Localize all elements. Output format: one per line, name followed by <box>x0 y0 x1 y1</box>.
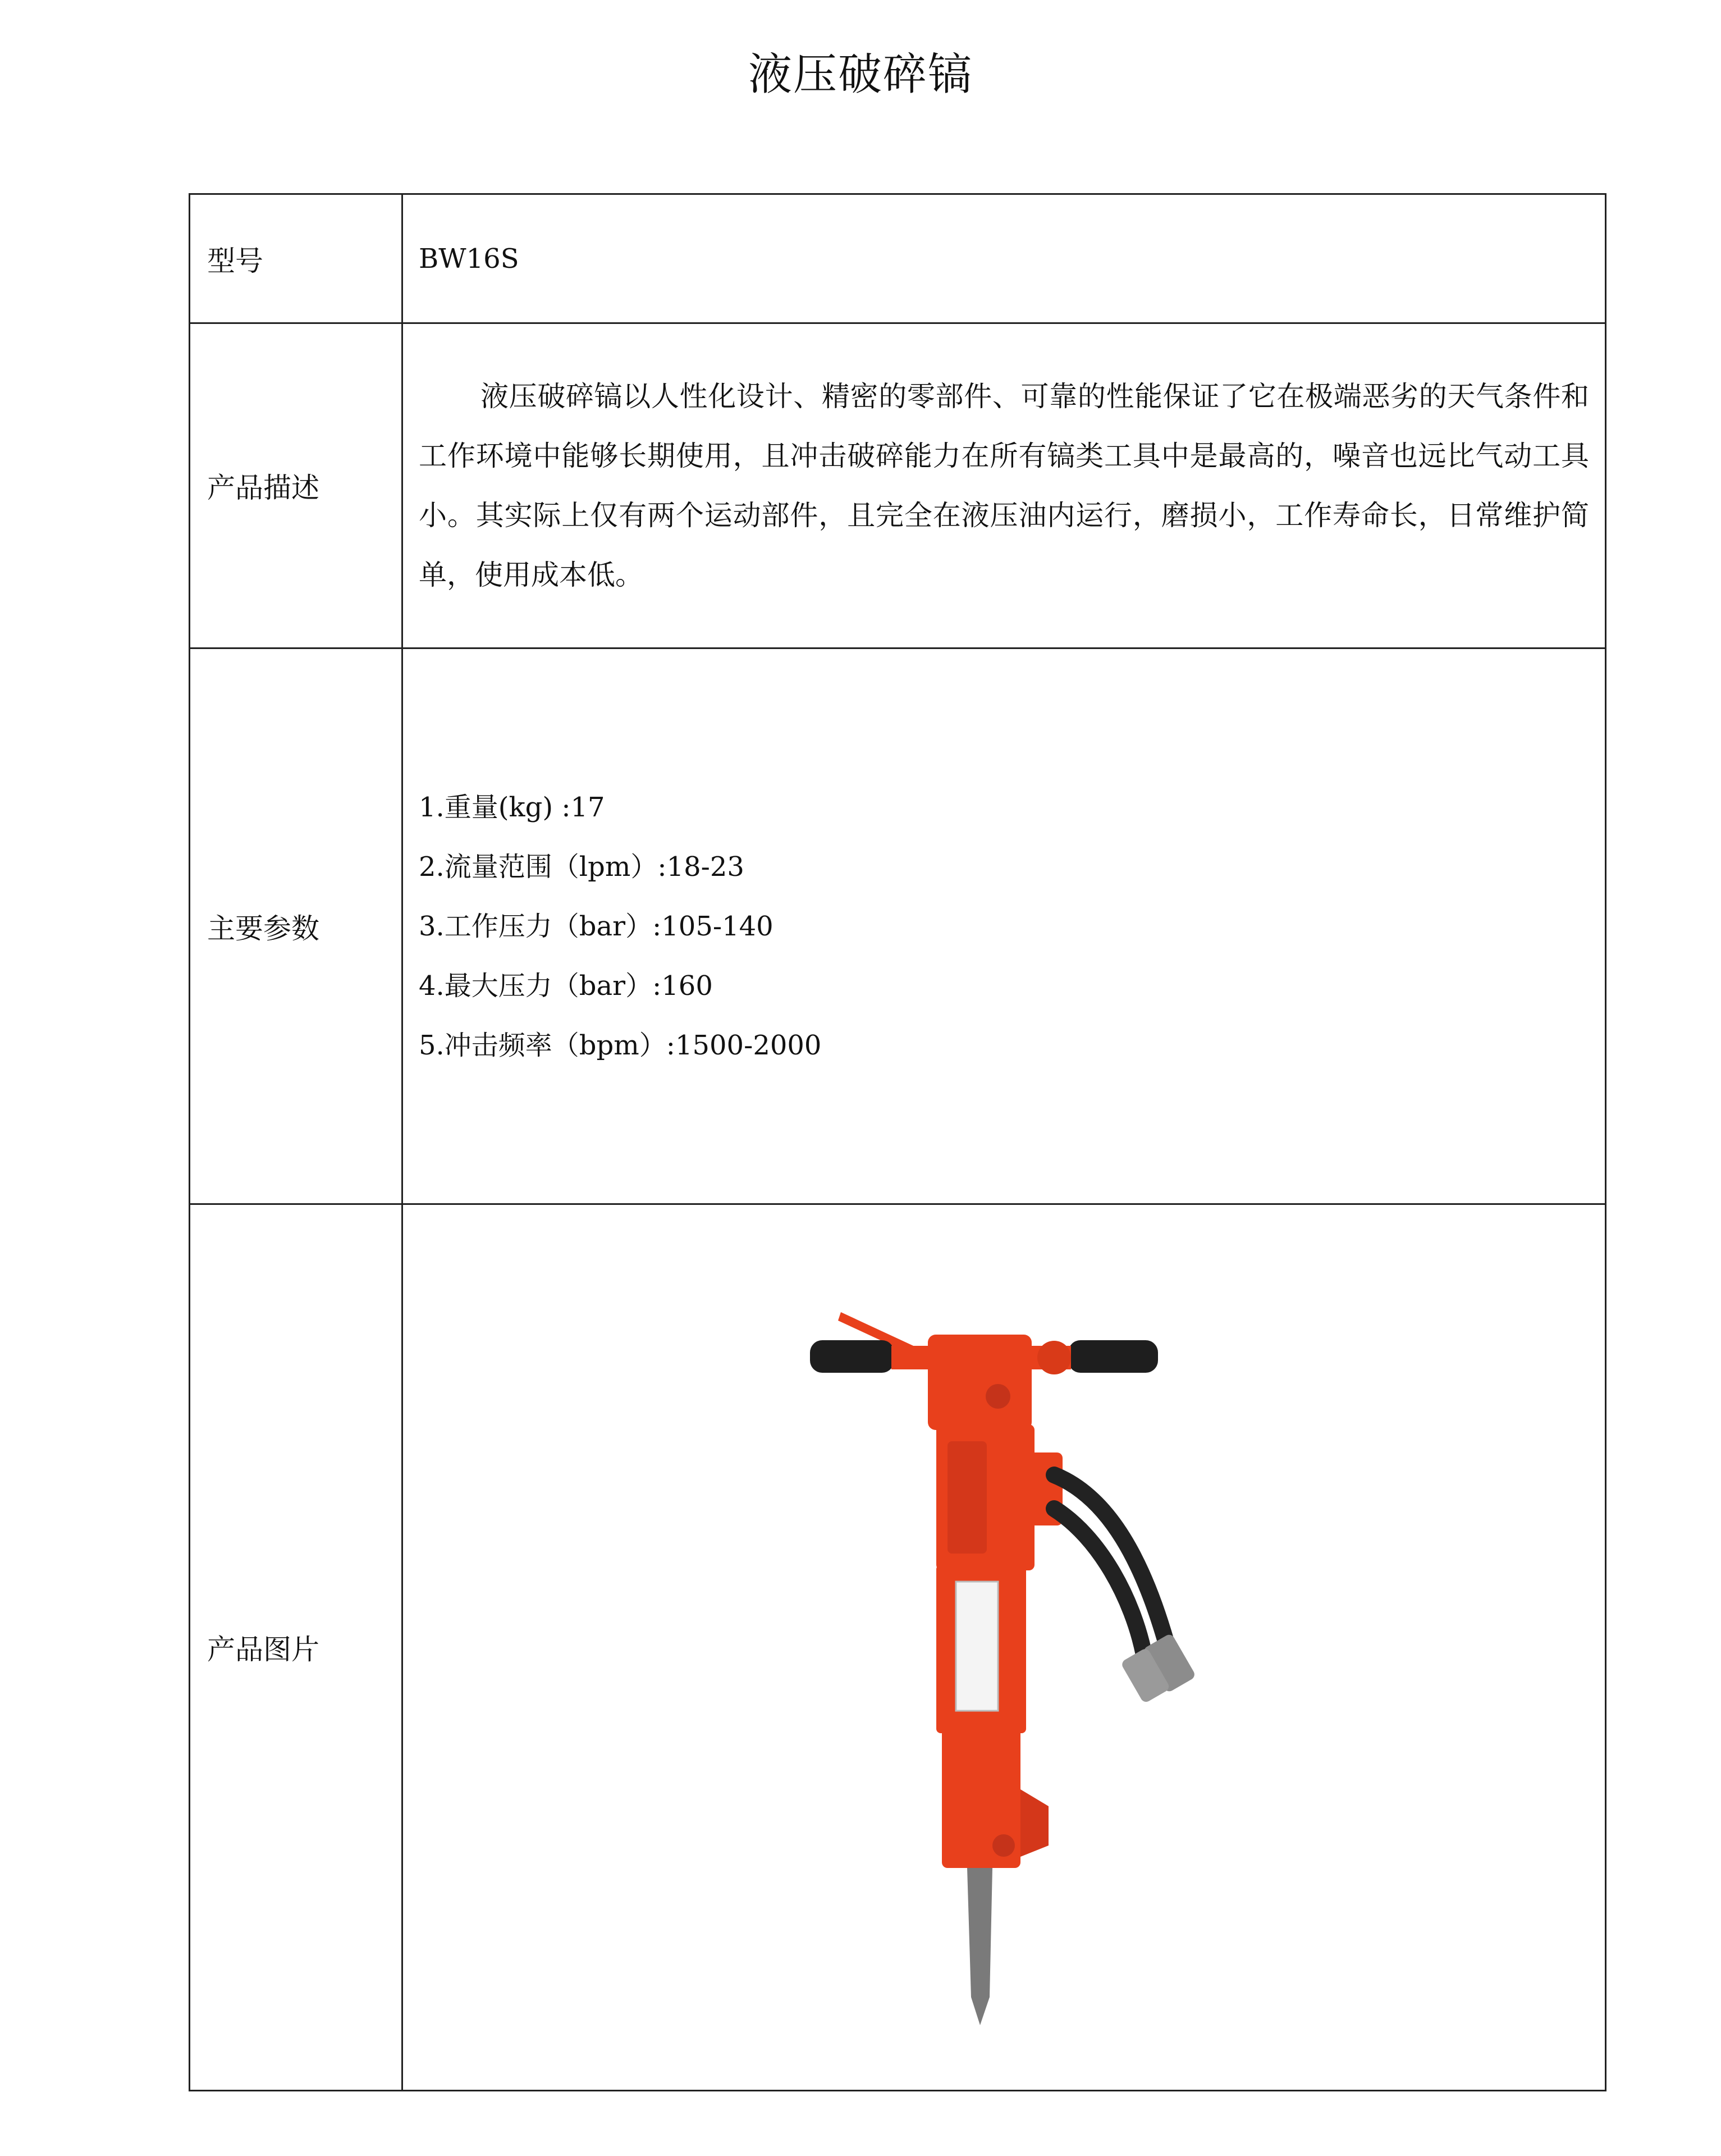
description-text: 液压破碎镐以人性化设计、精密的零部件、可靠的性能保证了它在极端恶劣的天气条件和工作环境中能够长期使用，且冲击破碎能力在所有镐类工具中是最高的，噪音也远比气动工具小。其实际上仅有两个运动部件，且完全在液压油内运行，磨损小，工作寿命长，日常维护简单，使用成本低。 <box>419 380 1589 591</box>
right-handle <box>1068 1340 1158 1373</box>
model-value: BW16S <box>402 194 1606 323</box>
spec-table <box>189 193 1606 2091</box>
handle-collar <box>1037 1341 1071 1374</box>
retainer-pin <box>992 1834 1015 1857</box>
chisel-bit <box>967 1868 992 2025</box>
photo-cell <box>402 1204 1606 2091</box>
param-max-pressure: 4.最大压力（bar）:160 <box>419 970 713 1002</box>
param-flow: 2.流量范围（lpm）:18-23 <box>419 851 744 883</box>
row-model <box>190 194 1606 323</box>
page-title: 液压破碎镐 <box>748 49 973 100</box>
row-photo <box>190 1204 1606 2091</box>
head-bolt <box>986 1384 1010 1409</box>
hose-2 <box>1054 1509 1144 1655</box>
label-plate <box>956 1582 998 1711</box>
param-weight: 1.重量(kg) :17 <box>419 791 605 823</box>
param-impact-frequency: 5.冲击频率（bpm）:1500-2000 <box>419 1029 822 1061</box>
photo-label: 产品图片 <box>190 1204 402 2091</box>
row-description <box>190 323 1606 648</box>
head-block <box>928 1335 1032 1430</box>
left-handle <box>810 1340 894 1373</box>
retainer-latch <box>1020 1789 1049 1857</box>
param-working-pressure: 3.工作压力（bar）:105-140 <box>419 910 773 942</box>
params-cell <box>402 648 1606 1204</box>
params-label: 主要参数 <box>190 648 402 1204</box>
description-cell <box>402 323 1606 648</box>
model-label: 型号 <box>190 194 402 323</box>
body-panel <box>948 1441 987 1554</box>
row-params <box>190 648 1606 1204</box>
description-label: 产品描述 <box>190 323 402 648</box>
hydraulic-breaker-photo <box>807 1284 1267 2025</box>
